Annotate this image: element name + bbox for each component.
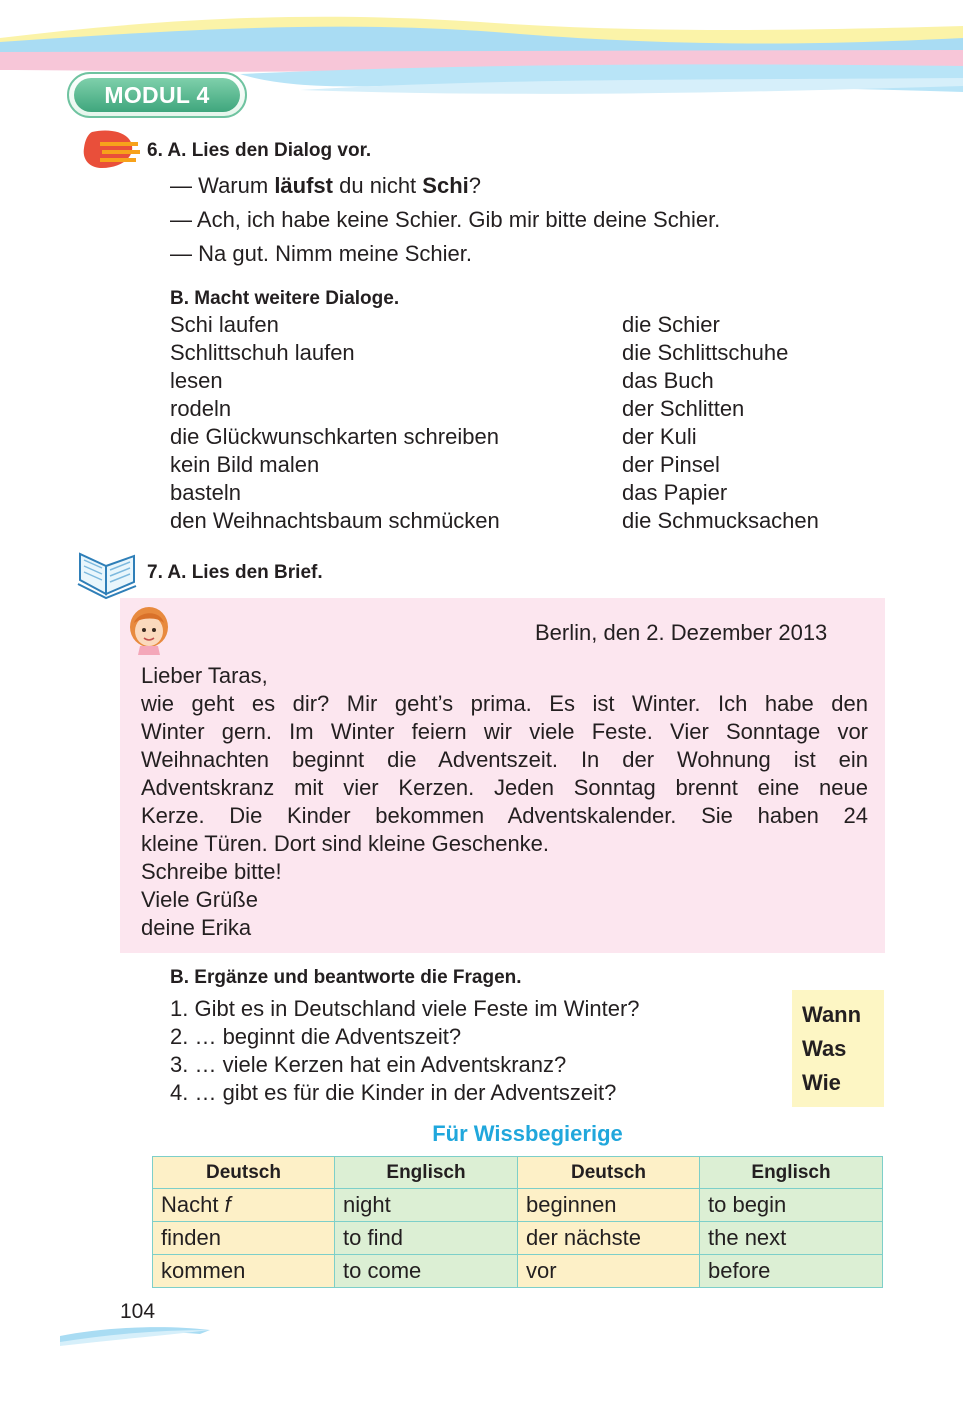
girl-avatar-icon xyxy=(126,603,172,655)
letter-closing: Schreibe bitte! xyxy=(141,859,282,884)
list-item: die Schlittschuhe xyxy=(622,340,789,365)
letter-line: Adventskranz mit vier Kerzen. Jeden Sonntag brennt eine neue xyxy=(141,775,868,800)
table-cell: der nächste xyxy=(518,1222,700,1255)
table-cell xyxy=(153,1222,335,1255)
task6-heading: 6. A. Lies den Dialog vor. xyxy=(147,140,372,161)
table-row xyxy=(153,1255,883,1288)
table-cell: night xyxy=(335,1189,518,1222)
task7-heading: 7. A. Lies den Brief. xyxy=(147,562,323,583)
question-item: 4. … gibt es für die Kinder in der Adventszeit? xyxy=(170,1080,617,1105)
letter-greeting: Lieber Taras, xyxy=(141,663,268,688)
question-item: 3. … viele Kerzen hat ein Adventskranz? xyxy=(170,1052,567,1077)
table-cell: to come xyxy=(335,1255,518,1288)
list-item: der Schlitten xyxy=(622,396,745,421)
word-german: Nacht xyxy=(161,1192,225,1217)
list-item: der Pinsel xyxy=(622,452,720,477)
letter-signature: deine Erika xyxy=(141,915,252,940)
table-cell: to begin xyxy=(700,1189,883,1222)
list-item: Schi laufen xyxy=(170,312,279,337)
column-header: Deutsch xyxy=(518,1157,700,1189)
dialog-line-1 xyxy=(170,173,481,199)
list-item: das Buch xyxy=(622,368,714,393)
table-cell: beginnen xyxy=(518,1189,700,1222)
table-row xyxy=(153,1222,883,1255)
letter-closing: Viele Grüße xyxy=(141,887,258,912)
module-badge xyxy=(67,72,247,118)
table-cell: vor xyxy=(518,1255,700,1288)
questions-list xyxy=(170,995,640,1107)
table-row xyxy=(153,1189,883,1222)
gender-marker: f xyxy=(224,1192,231,1217)
letter-line: Kerze. Die Kinder bekommen Adventskalender. Sie haben 24 xyxy=(141,803,868,828)
question-word: Wann xyxy=(802,1002,862,1027)
dialog-line-2: — Ach, ich habe keine Schier. Gib mir bitte deine Schier. xyxy=(170,207,721,232)
question-word: Wie xyxy=(802,1070,841,1095)
reading-book-icon xyxy=(76,546,140,600)
letter-line: wie geht es dir? Mir geht’s prima. Es ist Winter. Ich habe den xyxy=(141,691,868,716)
word-german: kommen xyxy=(161,1258,246,1283)
question-item: 2. … beginnt die Adventszeit? xyxy=(170,1024,462,1049)
header-waves-decoration xyxy=(0,0,963,140)
task7-part-b-heading: B. Ergänze und beantworte die Fragen. xyxy=(170,967,522,988)
vocab-title: Für Wissbegierige xyxy=(432,1121,623,1146)
question-words-box xyxy=(792,990,884,1107)
vocab-table xyxy=(152,1156,883,1288)
speaking-icon xyxy=(80,128,142,172)
question-word: Was xyxy=(802,1036,847,1061)
list-item: rodeln xyxy=(170,396,232,421)
column-header: Englisch xyxy=(700,1157,883,1189)
list-item: das Papier xyxy=(622,480,728,505)
list-item: die Schmucksachen xyxy=(622,508,819,533)
table-cell: to find xyxy=(335,1222,518,1255)
list-item: basteln xyxy=(170,480,241,505)
dialog-text: ? xyxy=(468,173,481,198)
table-cell: the next xyxy=(700,1222,883,1255)
list-item: den Weihnachtsbaum schmücken xyxy=(170,508,500,533)
letter-body xyxy=(141,662,868,942)
dialog-dash: — xyxy=(170,173,199,198)
table-cell: before xyxy=(700,1255,883,1288)
table-header-row xyxy=(153,1157,883,1189)
list-item: lesen xyxy=(170,368,223,393)
question-item: 1. Gibt es in Deutschland viele Feste im Winter? xyxy=(170,996,640,1021)
module-label: MODUL 4 xyxy=(74,78,240,112)
page-number: 104 xyxy=(120,1300,156,1323)
table-cell xyxy=(153,1255,335,1288)
list-item: Schlittschuh laufen xyxy=(170,340,355,365)
list-item: die Glückwunschkarten schreiben xyxy=(170,424,499,449)
footer-wave-decoration xyxy=(60,1322,220,1346)
word-german: finden xyxy=(161,1225,221,1250)
objects-list xyxy=(622,311,819,535)
activities-list xyxy=(170,311,500,535)
dialog-bold-noun: Schi xyxy=(422,173,469,198)
dialog-bold-verb: läufst xyxy=(274,173,333,198)
list-item: kein Bild malen xyxy=(170,452,320,477)
column-header: Englisch xyxy=(335,1157,518,1189)
list-item: der Kuli xyxy=(622,424,697,449)
letter-line: Weihnachten beginnt die Adventszeit. In der Wohnung ist ein xyxy=(141,747,868,772)
dialog-text: Warum xyxy=(198,173,275,198)
list-item: die Schier xyxy=(622,312,720,337)
letter-date: Berlin, den 2. Dezember 2013 xyxy=(535,620,828,645)
column-header: Deutsch xyxy=(153,1157,335,1189)
dialog-text: du nicht xyxy=(333,173,423,198)
dialog-line-3: — Na gut. Nimm meine Schier. xyxy=(170,241,472,266)
letter-line: Winter gern. Im Winter feiern wir viele Feste. Vier Sonntage vor xyxy=(141,719,868,744)
table-cell xyxy=(153,1189,335,1222)
letter-line: kleine Türen. Dort sind kleine Geschenke. xyxy=(141,831,550,856)
task6-part-b-heading: B. Macht weitere Dialoge. xyxy=(170,288,400,309)
